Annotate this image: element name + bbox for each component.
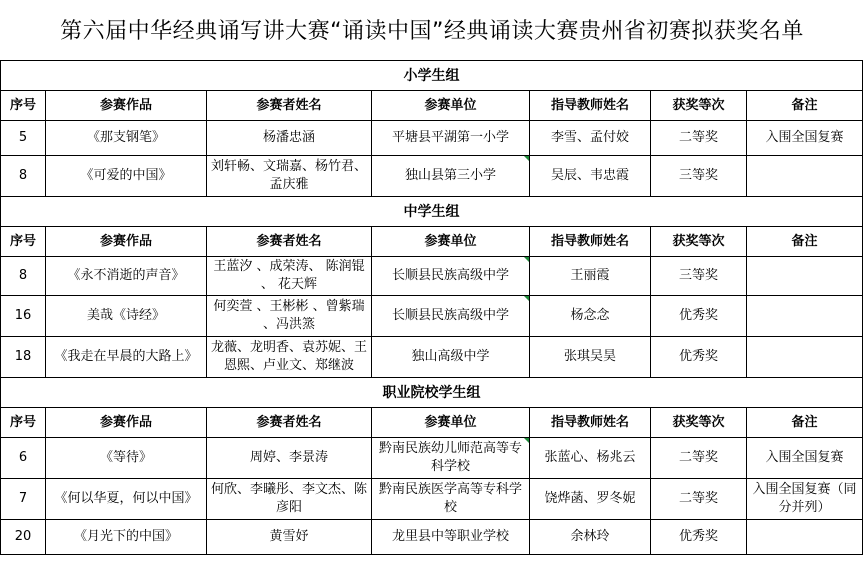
seq-cell: 18 [1, 337, 46, 378]
column-header-row [1, 408, 863, 438]
work-cell: 美哉《诗经》 [46, 296, 207, 337]
col-seq: 序号 [1, 227, 46, 257]
work-cell: 《何以华夏，何以中国》 [46, 479, 207, 520]
teacher-cell: 李雪、孟付姣 [530, 121, 651, 156]
participants-cell: 周婷、李景涛 [207, 438, 372, 479]
award-cell: 三等奖 [651, 156, 747, 197]
award-cell: 二等奖 [651, 121, 747, 156]
teacher-cell: 余林玲 [530, 520, 651, 555]
work-cell: 《那支钢笔》 [46, 121, 207, 156]
unit-cell: 平塘县平湖第一小学 [372, 121, 530, 156]
teacher-cell: 吴辰、韦忠霞 [530, 156, 651, 197]
note-cell [747, 520, 863, 555]
seq-cell: 8 [1, 257, 46, 296]
note-cell [747, 296, 863, 337]
award-list-table [0, 60, 863, 555]
seq-cell: 8 [1, 156, 46, 197]
award-cell: 优秀奖 [651, 296, 747, 337]
note-cell: 入围全国复赛 [747, 121, 863, 156]
unit-cell: 龙里县中等职业学校 [372, 520, 530, 555]
col-participants: 参赛者姓名 [207, 91, 372, 121]
seq-cell: 5 [1, 121, 46, 156]
work-cell: 《可爱的中国》 [46, 156, 207, 197]
col-teacher: 指导教师姓名 [530, 408, 651, 438]
table-row [1, 257, 863, 296]
teacher-cell: 饶烨菡、罗冬妮 [530, 479, 651, 520]
col-note: 备注 [747, 91, 863, 121]
table-row [1, 520, 863, 555]
col-unit: 参赛单位 [372, 91, 530, 121]
award-cell: 优秀奖 [651, 337, 747, 378]
work-cell: 《我走在早晨的大路上》 [46, 337, 207, 378]
participants-cell: 龙薇、龙明香、袁苏妮、王恩熙、卢业文、郑继波 [207, 337, 372, 378]
unit-cell: 独山高级中学 [372, 337, 530, 378]
col-work: 参赛作品 [46, 227, 207, 257]
note-cell [747, 156, 863, 197]
unit-cell: 黔南民族幼儿师范高等专科学校 [372, 438, 530, 479]
table-row [1, 156, 863, 197]
award-cell: 优秀奖 [651, 520, 747, 555]
teacher-cell: 张琪吴昊 [530, 337, 651, 378]
col-note: 备注 [747, 408, 863, 438]
group-name: 职业院校学生组 [1, 378, 863, 408]
col-work: 参赛作品 [46, 91, 207, 121]
table-row [1, 479, 863, 520]
teacher-cell: 张蓝心、杨兆云 [530, 438, 651, 479]
unit-cell: 黔南民族医学高等专科学校 [372, 479, 530, 520]
column-header-row [1, 91, 863, 121]
unit-cell: 长顺县民族高级中学 [372, 296, 530, 337]
note-cell [747, 337, 863, 378]
col-seq: 序号 [1, 408, 46, 438]
participants-cell: 黄雪妤 [207, 520, 372, 555]
unit-cell: 独山县第三小学 [372, 156, 530, 197]
col-teacher: 指导教师姓名 [530, 91, 651, 121]
table-row [1, 438, 863, 479]
award-cell: 三等奖 [651, 257, 747, 296]
participants-cell: 何欣、李曦彤、李文杰、陈彦阳 [207, 479, 372, 520]
table-row [1, 121, 863, 156]
seq-cell: 20 [1, 520, 46, 555]
note-cell: 入围全国复赛 [747, 438, 863, 479]
seq-cell: 16 [1, 296, 46, 337]
col-unit: 参赛单位 [372, 227, 530, 257]
col-participants: 参赛者姓名 [207, 227, 372, 257]
award-cell: 二等奖 [651, 438, 747, 479]
note-cell: 入围全国复赛（同分并列） [747, 479, 863, 520]
award-cell: 二等奖 [651, 479, 747, 520]
seq-cell: 6 [1, 438, 46, 479]
col-seq: 序号 [1, 91, 46, 121]
group-name: 中学生组 [1, 197, 863, 227]
column-header-row [1, 227, 863, 257]
table-row [1, 296, 863, 337]
teacher-cell: 杨念念 [530, 296, 651, 337]
participants-cell: 刘轩畅、文瑞嘉、杨竹君、孟庆雅 [207, 156, 372, 197]
table-row [1, 337, 863, 378]
col-award: 获奖等次 [651, 408, 747, 438]
col-award: 获奖等次 [651, 227, 747, 257]
col-unit: 参赛单位 [372, 408, 530, 438]
col-award: 获奖等次 [651, 91, 747, 121]
teacher-cell: 王丽霞 [530, 257, 651, 296]
col-participants: 参赛者姓名 [207, 408, 372, 438]
participants-cell: 王蓝汐 、成荣涛、 陈润锟 、 花天辉 [207, 257, 372, 296]
seq-cell: 7 [1, 479, 46, 520]
participants-cell: 何奕萱 、王彬彬 、曾紫瑞 、冯洪篜 [207, 296, 372, 337]
group-heading-row [1, 197, 863, 227]
group-heading-row [1, 61, 863, 91]
page-title: 第六届中华经典诵写讲大赛“诵读中国”经典诵读大赛贵州省初赛拟获奖名单 [60, 18, 804, 44]
work-cell: 《等待》 [46, 438, 207, 479]
col-note: 备注 [747, 227, 863, 257]
work-cell: 《永不消逝的声音》 [46, 257, 207, 296]
group-name: 小学生组 [1, 61, 863, 91]
col-work: 参赛作品 [46, 408, 207, 438]
col-teacher: 指导教师姓名 [530, 227, 651, 257]
work-cell: 《月光下的中国》 [46, 520, 207, 555]
note-cell [747, 257, 863, 296]
unit-cell: 长顺县民族高级中学 [372, 257, 530, 296]
group-heading-row [1, 378, 863, 408]
participants-cell: 杨潘忠涵 [207, 121, 372, 156]
